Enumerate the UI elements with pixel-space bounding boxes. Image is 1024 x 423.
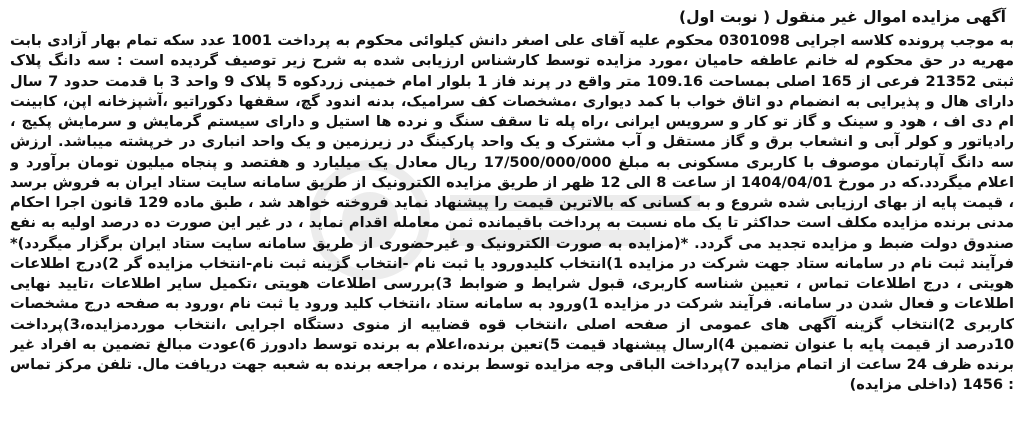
notice-body-text: به موجب پرونده کلاسه اجرایی 0301098 محکوم علیه آقای علی اصغر دانش کیلوائی محکوم به پرداخت 1001 عدد سکه تمام بهار آزادی بابت مهریه در حق محکوم له خانم عاطفه حامیان ،مورد مزایده توسط کارشناس ارزیابی شده به شرح زیر توصیف گردیده است : سه دانگ پلاک ثبتی 21352 فرعی از 165 اصلی بمساحت 109.16 متر واقع در پرند فاز 1 بلوار امام خمینی زردکوه 5 پلاک 9 واحد 3 با قدمت حدود 7 سال دارای هال و پذیرایی به انضمام دو اتاق خواب با کمد دیواری ،مشخصات کف سرامیک، بدنه اندود گچ، سقفها دکوراتیو ،آشپزخانه اپن، کابینت ام دی اف ، هود و سینک و گاز تو کار و سرویس ایرانی ،راه پله تا سقف سنگ و نرده ها استیل و دارای سیستم گرمایش و سرمایش پکیج ، رادیاتور و کولر آبی و انشعاب برق و گاز مستقل و آب مشترک و یک واحد پارکینگ در زیرزمین و یک واحد انباری در خرپشته میباشد. ارزش سه دانگ آپارتمان موصوف با کاربری مسکونی به مبلغ 17/500/000/000 ریال معادل یک میلیارد و هفتصد و پنجاه میلیون تومان برآورد و اعلام میگردد.که در مورخ 1404/04/01 از ساعت 8 الی 12 ظهر از طریق مزایده الکترونیک از طریق سامانه سایت ستاد ایران به فروش برسد ، قیمت پایه از بهای ارزیابی شده شروع و به کسانی که بالاترین قیمت را پیشنهاد نماید فروخته خواهد شد ، طبق ماده 129 قانون اجرا احکام مدنی برنده مزایده مکلف است حداکثر تا یک ماه نسبت به پرداخت باقیمانده ثمن معامله اقدام نماید ، در غیر این صورت ده درصد اولیه به نفع صندوق دولت ضبط و مزایده تجدید می گردد. *(مزایده به صورت الکترونیک و غیرحضوری از طریق سامانه سایت ستاد ایران برگزار میگردد)* فرآیند ثبت نام در سامانه ستاد جهت شرکت در مزایده 1)انتخاب کلیدورود یا ثبت نام -انتخاب گزینه ثبت نام-انتخاب مزایده گر 2)درج اطلاعات هویتی ، درج اطلاعات تماس ، تعیین شناسه کاربری، قبول شرایط و ضوابط 3)بررسی اطلاعات هویتی ،تکمیل سایر اطلاعات ،تایید نهایی اطلاعات و فعال شدن در سامانه. فرآیند شرکت در مزایده 1)ورود به سامانه ستاد ،انتخاب کلید ورود یا ثبت نام ،ورود به صفحه درج مشخصات کاربری 2)انتخاب گزینه آگهی های عمومی از صفحه اصلی ،انتخاب قوه قضاییه از منوی دستگاه اجرایی ،انتخاب موردمزایده،3)پرداخت 10درصد از قیمت پایه با عنوان تضمین 4)ارسال پیشنهاد قیمت 5)تعین برنده،اعلام به برنده توسط دادورز 6)عودت مبالغ تضمین به افراد غیر برنده ظرف 24 ساعت از اتمام مزایده 7)پرداخت الباقی وجه مزایده توسط برنده ، مراجعه برنده به شعبه جهت دریافت مال. تلفن مرکز تماس : 1456 (داخلی مزایده): [10, 32, 1014, 394]
notice-title: آگهی مزایده اموال غیر منقول ( نوبت اول): [678, 8, 1006, 26]
notice-document: [10, 6, 1014, 418]
